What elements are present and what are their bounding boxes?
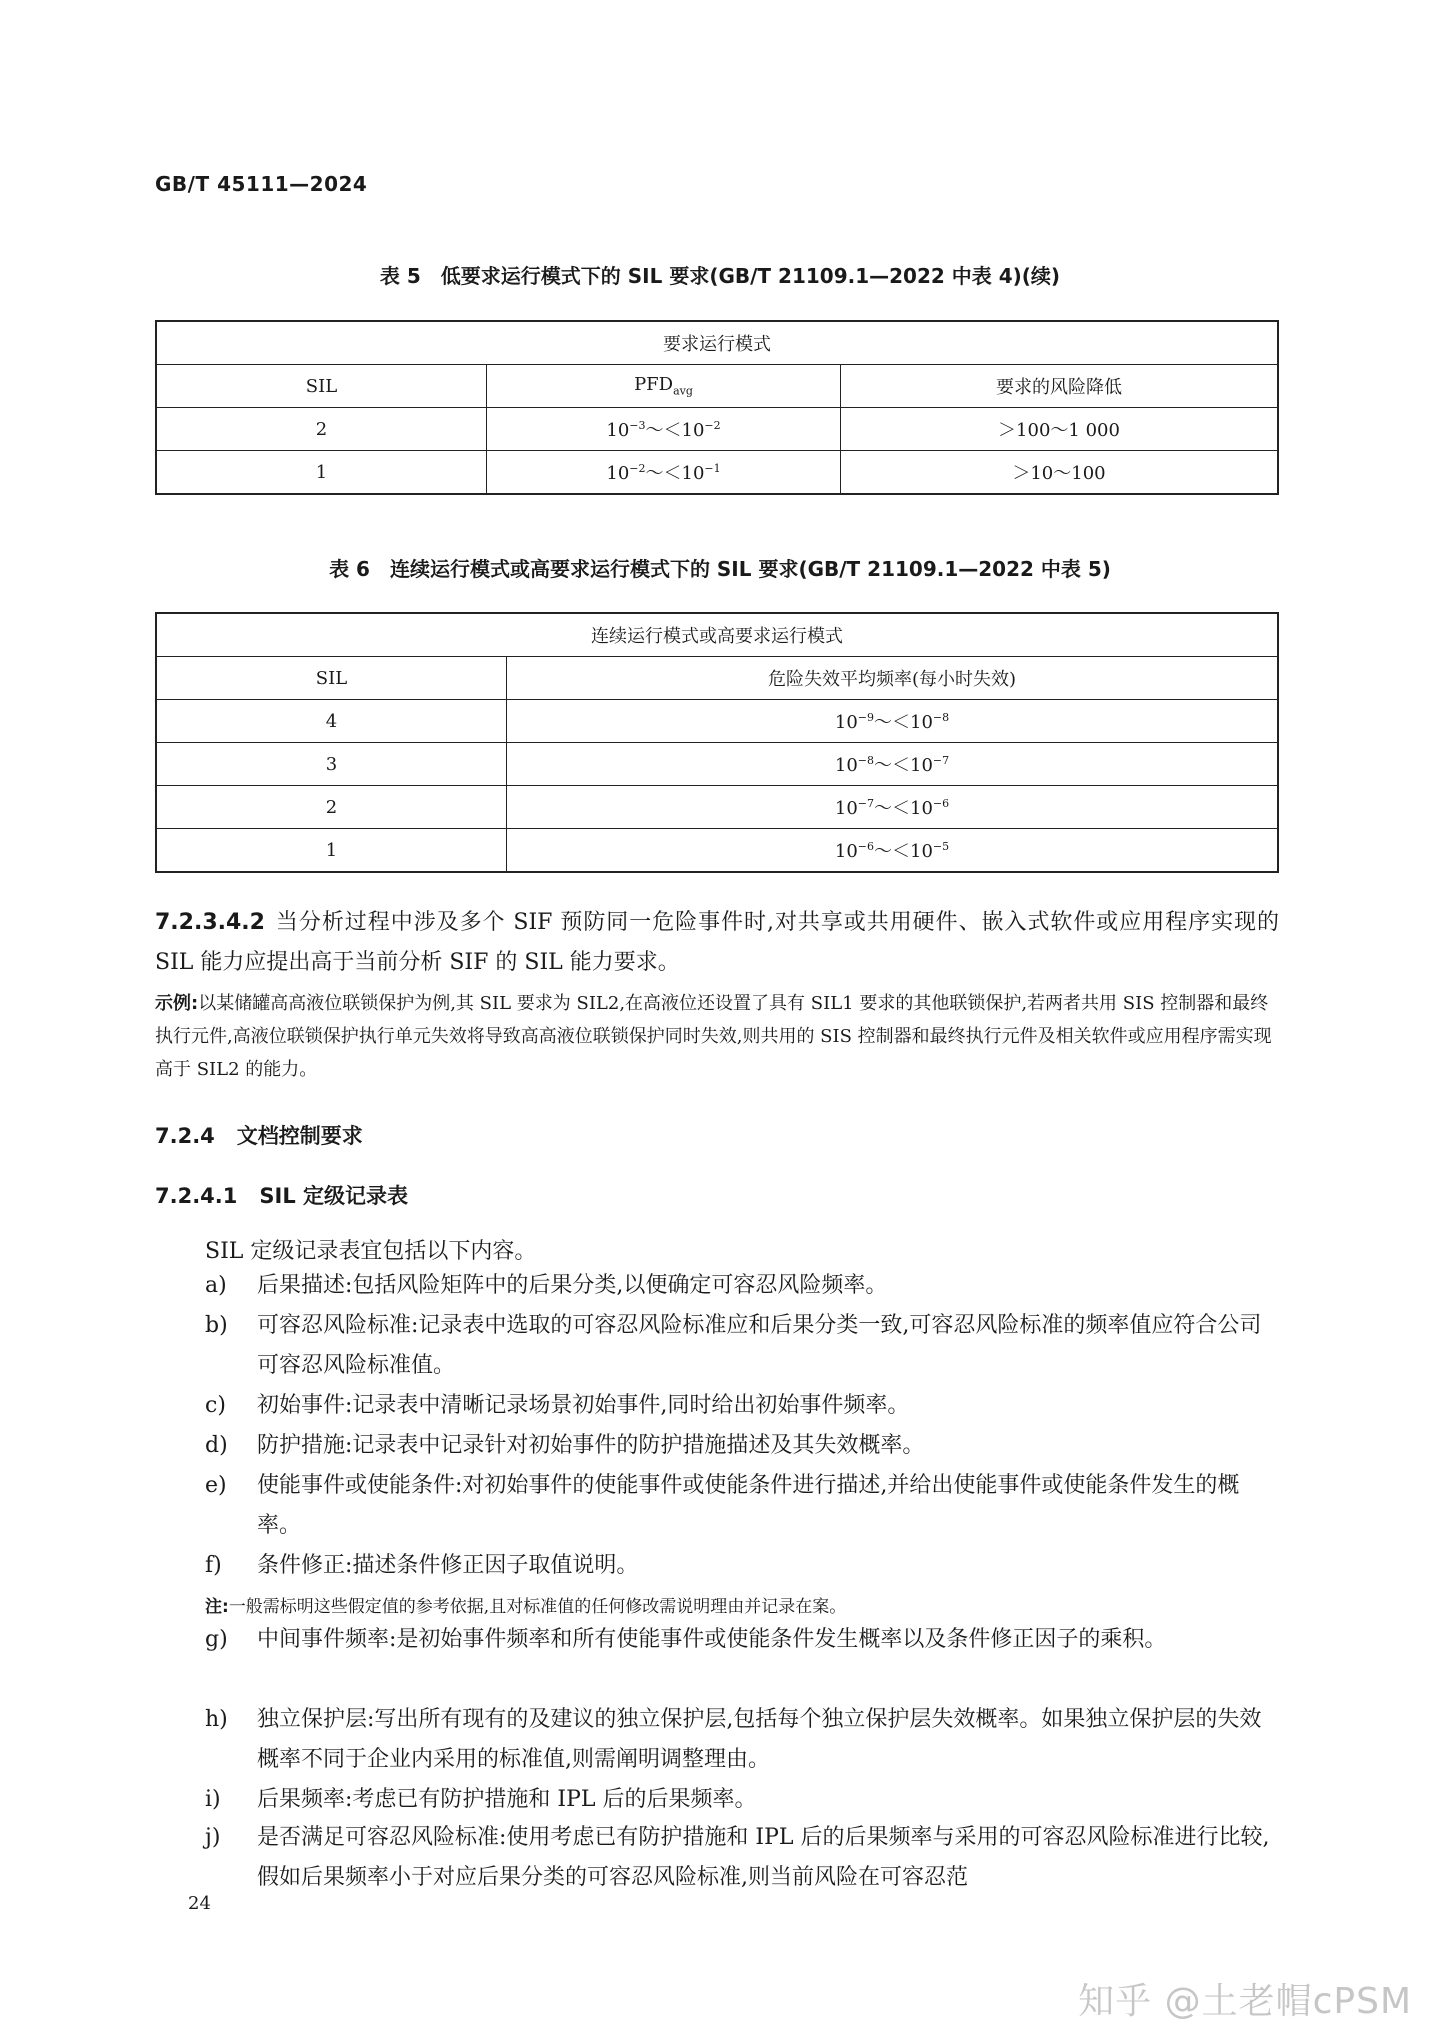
paragraph-7-2-3-4-2 xyxy=(155,903,1279,983)
page-number: 24 xyxy=(188,1893,211,1914)
table5 xyxy=(155,320,1279,495)
item-marker: j) xyxy=(205,1825,221,1850)
item-marker: c) xyxy=(205,1393,226,1418)
table5-header-row xyxy=(156,365,1278,408)
example-block xyxy=(155,987,1279,1086)
table5-group-header: 要求运行模式 xyxy=(156,321,1278,365)
freq-range-cell: $10^{-9}\sim<10^{-8}$ xyxy=(507,700,1279,743)
example-label: 示例: xyxy=(155,993,199,1014)
item-text: 独立保护层:写出所有现有的及建议的独立保护层,包括每个独立保护层失效概率。如果独立保护层的失效概率不同于企业内采用的标准值,则需阐明调整理由。 xyxy=(257,1707,1262,1772)
clause-text: 当分析过程中涉及多个 SIF 预防同一危险事件时,对共享或共用硬件、嵌入式软件或应用程序实现的 SIL 能力应提出高于当前分析 SIF 的 SIL 能力要求。 xyxy=(155,910,1279,975)
section-number: 7.2.4.1 xyxy=(155,1184,238,1208)
list-item xyxy=(205,1546,1279,1586)
item-marker: d) xyxy=(205,1433,228,1458)
table5-group-header-row xyxy=(156,321,1278,365)
watermark: 知乎 @土老帽cPSM xyxy=(1078,1981,1412,2022)
list-item xyxy=(205,1386,1279,1426)
item-marker: b) xyxy=(205,1313,228,1338)
table-row xyxy=(156,829,1278,873)
sil-cell: 3 xyxy=(156,743,507,786)
pfd-range-cell: $10^{-2}\sim<10^{-1}$ xyxy=(487,451,841,495)
table6 xyxy=(155,612,1279,873)
item-text: 是否满足可容忍风险标准:使用考虑已有防护措施和 IPL 后的后果频率与采用的可容忍风险标准进行比较,假如后果频率小于对应后果分类的可容忍风险标准,则当前风险在可容忍范 xyxy=(257,1825,1270,1890)
section-title: SIL 定级记录表 xyxy=(259,1184,409,1208)
item-text: 中间事件频率:是初始事件频率和所有使能事件或使能条件发生概率以及条件修正因子的乘积。 xyxy=(257,1627,1167,1652)
table5-title: 表 5 低要求运行模式下的 SIL 要求(GB/T 21109.1—2022 中表 4)(续) xyxy=(379,264,1061,288)
list-item xyxy=(205,1266,1279,1306)
item-text: 可容忍风险标准:记录表中选取的可容忍风险标准应和后果分类一致,可容忍风险标准的频率值应符合公司可容忍风险标准值。 xyxy=(257,1313,1262,1378)
freq-range-cell: $10^{-7}\sim<10^{-6}$ xyxy=(507,786,1279,829)
table6-col-freq: 危险失效平均频率(每小时失效) xyxy=(507,657,1279,700)
table6-header-row xyxy=(156,657,1278,700)
item-marker: e) xyxy=(205,1473,227,1498)
table-row xyxy=(156,451,1278,495)
table-row xyxy=(156,743,1278,786)
list-item xyxy=(205,1426,1279,1466)
rrf-cell: ＞10～100 xyxy=(841,451,1279,495)
item-marker: g) xyxy=(205,1627,228,1652)
table6-group-header-row xyxy=(156,613,1278,657)
rrf-cell: ＞100～1 000 xyxy=(841,408,1279,451)
item-marker: i) xyxy=(205,1787,221,1812)
list-item xyxy=(205,1620,1279,1660)
sil-cell: 2 xyxy=(156,786,507,829)
item-text: 后果描述:包括风险矩阵中的后果分类,以便确定可容忍风险频率。 xyxy=(257,1273,888,1298)
list-item xyxy=(205,1306,1279,1386)
sil-cell: 2 xyxy=(156,408,487,451)
list-item xyxy=(205,1466,1279,1546)
freq-range-cell: $10^{-6}\sim<10^{-5}$ xyxy=(507,829,1279,873)
section-title: 文档控制要求 xyxy=(236,1124,363,1148)
pfd-subscript: avg xyxy=(673,384,693,398)
list-item xyxy=(205,1700,1279,1780)
table-row xyxy=(156,408,1278,451)
table6-title: 表 6 连续运行模式或高要求运行模式下的 SIL 要求(GB/T 21109.1—2022 中表 5) xyxy=(329,557,1111,581)
item-marker: h) xyxy=(205,1707,228,1732)
item-text: 后果频率:考虑已有防护措施和 IPL 后的后果频率。 xyxy=(257,1787,757,1812)
freq-range-cell: $10^{-8}\sim<10^{-7}$ xyxy=(507,743,1279,786)
standard-code: GB/T 45111—2024 xyxy=(155,172,368,196)
table5-col-rrf: 要求的风险降低 xyxy=(841,365,1279,408)
list-item xyxy=(205,1818,1279,1898)
section-number: 7.2.4 xyxy=(155,1124,215,1148)
table6-col-sil: SIL xyxy=(156,657,507,700)
item-text: 使能事件或使能条件:对初始事件的使能事件或使能条件进行描述,并给出使能事件或使能条件发生的概率。 xyxy=(257,1473,1240,1538)
table5-col-pfd xyxy=(487,365,841,408)
sil-cell: 1 xyxy=(156,451,487,495)
sil-cell: 1 xyxy=(156,829,507,873)
table-row xyxy=(156,786,1278,829)
list-intro: SIL 定级记录表宜包括以下内容。 xyxy=(205,1239,537,1264)
section-heading-7-2-4-1 xyxy=(155,1180,408,1210)
pfd-label: PFD xyxy=(634,374,674,396)
item-text: 条件修正:描述条件修正因子取值说明。 xyxy=(257,1553,639,1578)
note-text: 一般需标明这些假定值的参考依据,且对标准值的任何修改需说明理由并记录在案。 xyxy=(228,1597,847,1617)
table5-col-sil: SIL xyxy=(156,365,487,408)
list-item xyxy=(205,1780,1279,1820)
clause-number: 7.2.3.4.2 xyxy=(155,910,265,935)
table-row xyxy=(156,700,1278,743)
item-text: 初始事件:记录表中清晰记录场景初始事件,同时给出初始事件频率。 xyxy=(257,1393,910,1418)
section-heading-7-2-4 xyxy=(155,1120,363,1150)
pfd-range-cell: $10^{-3}\sim<10^{-2}$ xyxy=(487,408,841,451)
sil-cell: 4 xyxy=(156,700,507,743)
note-label: 注: xyxy=(205,1597,229,1617)
item-text: 防护措施:记录表中记录针对初始事件的防护措施描述及其失效概率。 xyxy=(257,1433,925,1458)
item-marker: f) xyxy=(205,1553,222,1578)
note xyxy=(205,1592,846,1617)
example-text: 以某储罐高高液位联锁保护为例,其 SIL 要求为 SIL2,在高液位还设置了具有 SIL1 要求的其他联锁保护,若两者共用 SIS 控制器和最终执行元件,高液位联锁保护执行单元失效将导致高高液位联锁保护同时失效,则共用的 SIS 控制器和最终执行元件及相关软件或应用程序需实现高于 SIL2 的能力。 xyxy=(155,993,1272,1080)
table6-group-header: 连续运行模式或高要求运行模式 xyxy=(156,613,1278,657)
item-marker: a) xyxy=(205,1273,227,1298)
